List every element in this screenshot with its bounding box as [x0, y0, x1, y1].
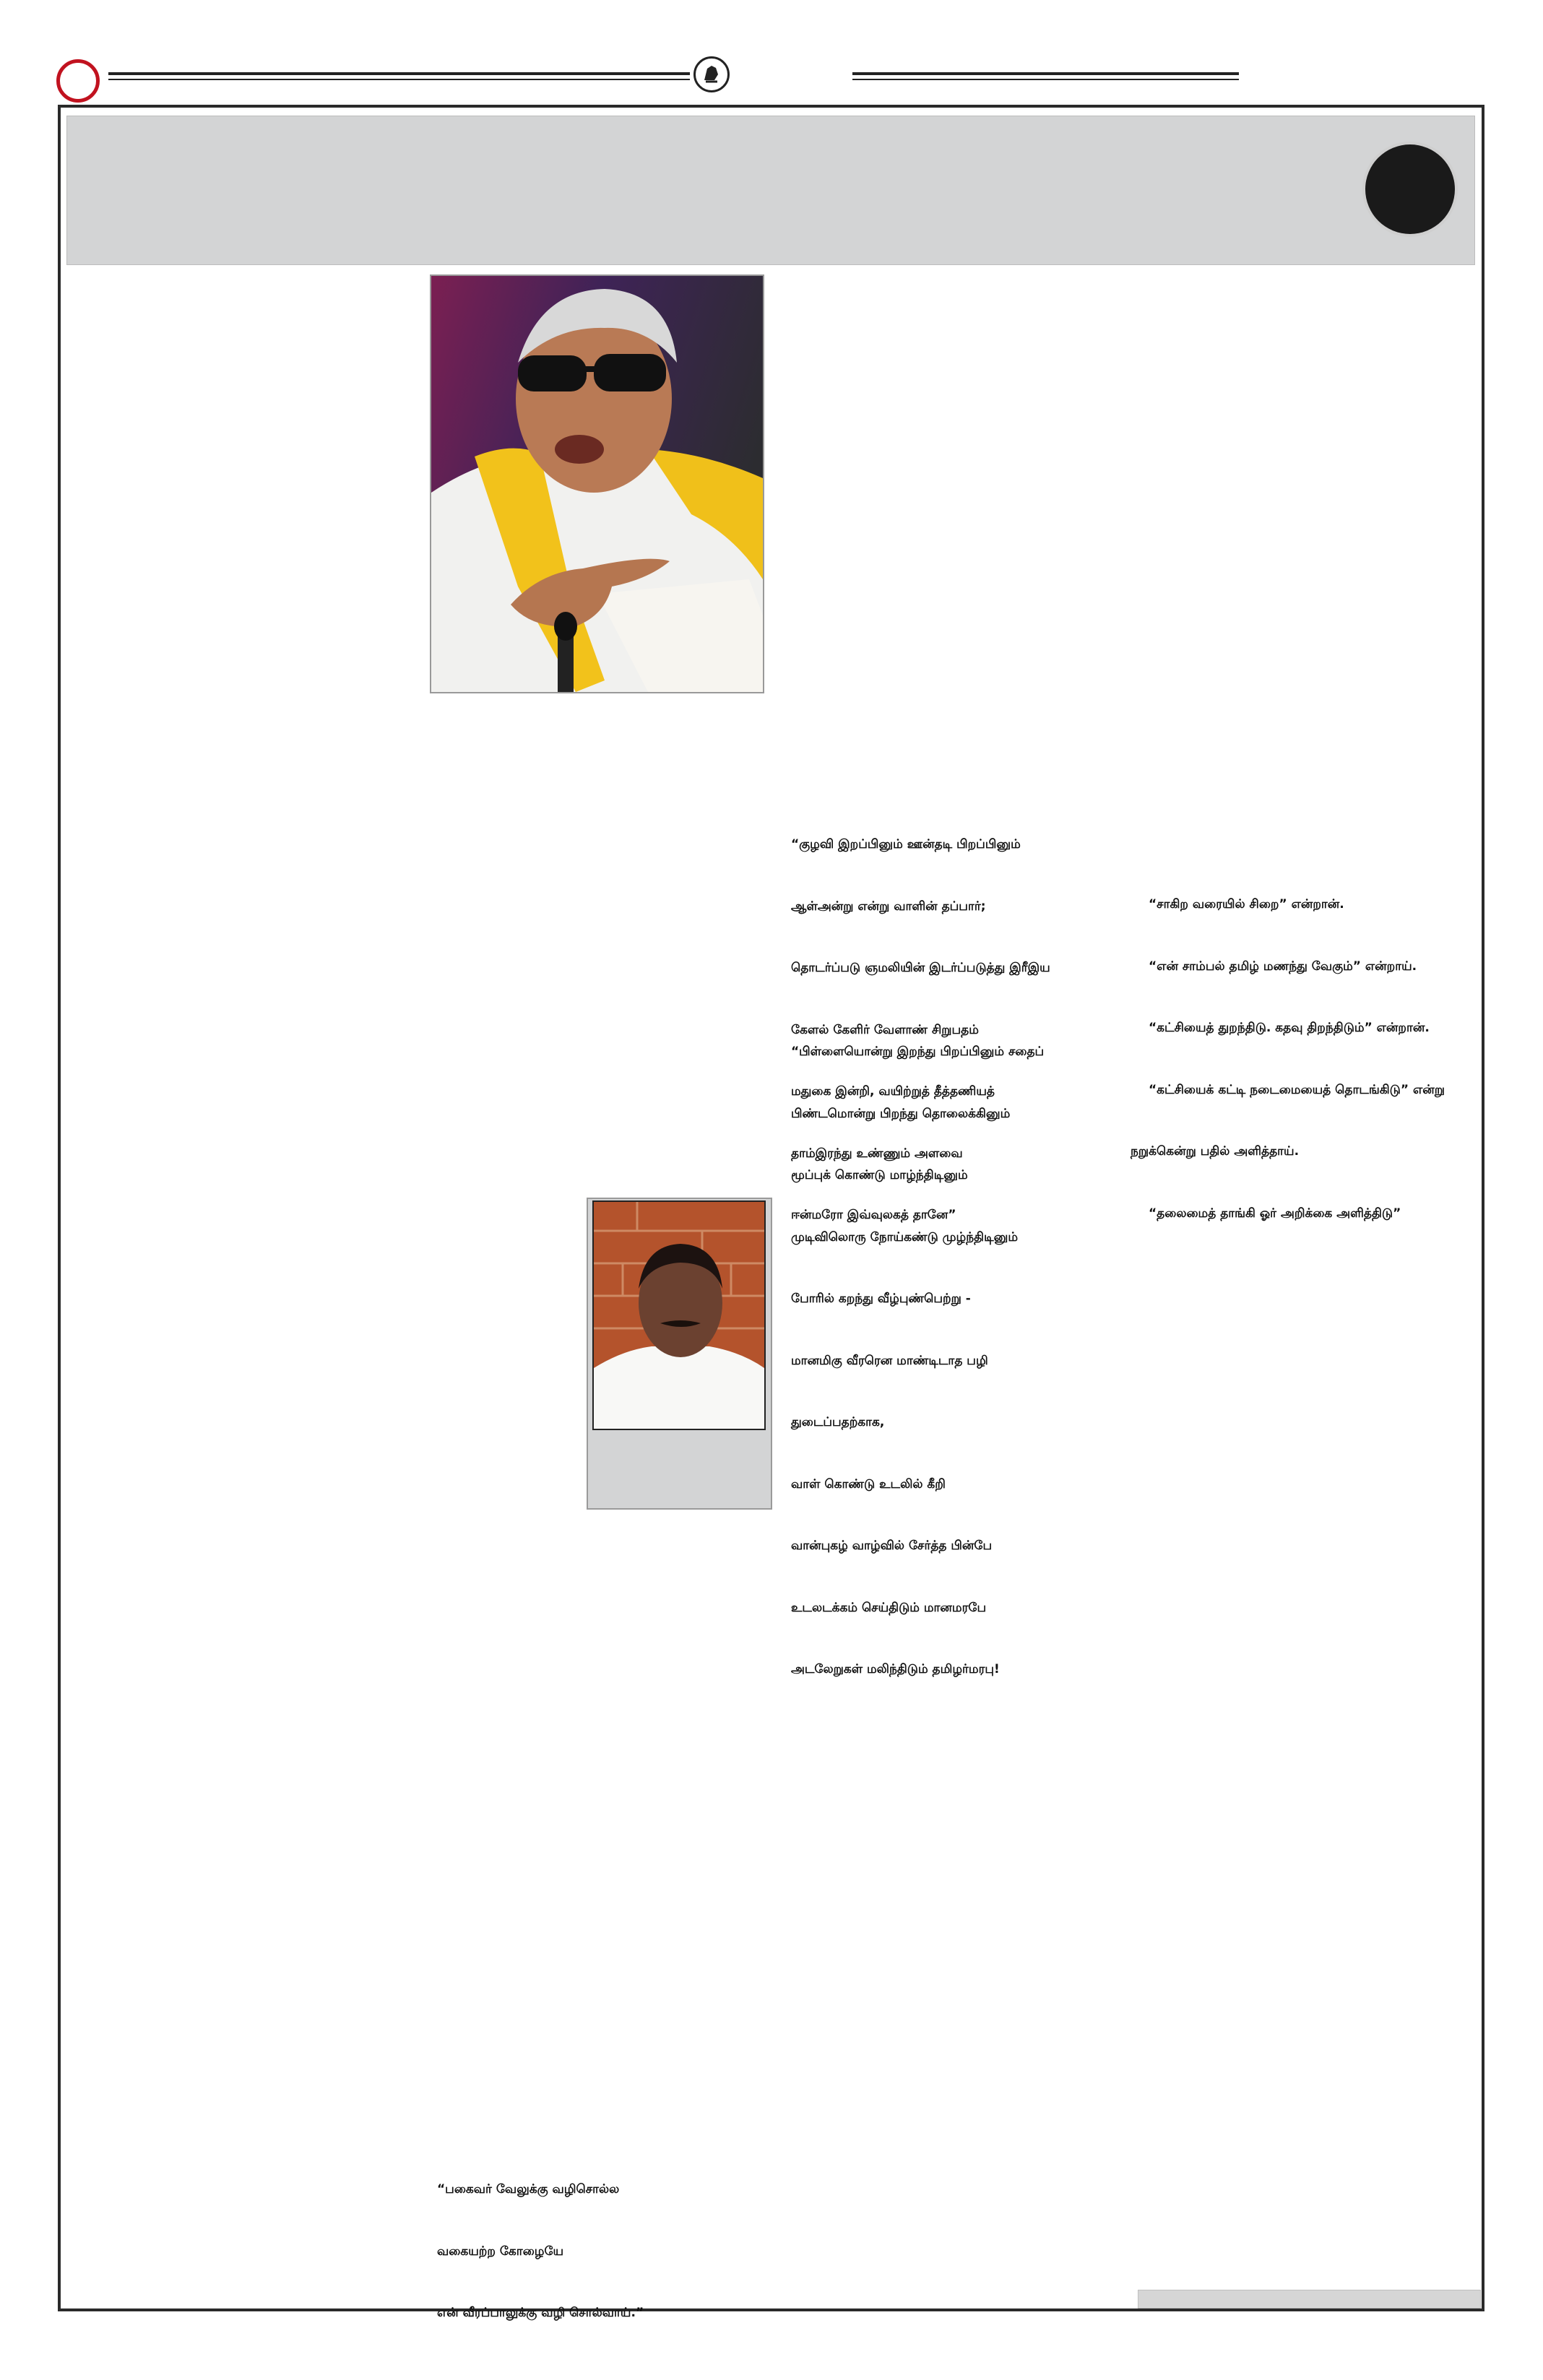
poem-block-2 — [791, 1000, 1044, 1700]
poem-line: வகையற்ற கோழையே — [437, 2243, 564, 2259]
poem-line: “பிள்ளையொன்று இறந்து பிறப்பினும் சதைப் — [791, 1044, 1045, 1059]
poem-line: உடலடக்கம் செய்திடும் மானமரபே — [791, 1600, 987, 1615]
quote-line: நறுக்கென்று பதில் அளித்தாய். — [1131, 1144, 1300, 1159]
header-band — [66, 116, 1475, 265]
poem-line: கேளல் கேளிர் வேளாண் சிறுபதம் — [791, 1022, 979, 1037]
quote-line: “கட்சியைத் துறந்திடு. கதவு திறந்திடும்” என்றான். — [1149, 1021, 1430, 1035]
poem-line: மூப்புக் கொண்டு மாழ்ந்திடினும் — [791, 1168, 968, 1182]
poem-line: மானமிகு வீரரென மாண்டிடாத பழி — [791, 1353, 988, 1368]
poem-line: ஆள்அன்று என்று வாளின் தப்பார்; — [791, 899, 986, 914]
leader-photo — [430, 274, 764, 693]
man-photo — [592, 1200, 766, 1430]
poem-line: “பகைவர் வேலுக்கு வழிசொல்ல — [437, 2182, 620, 2197]
footer-bar — [1138, 2290, 1481, 2308]
masthead-emblem-icon — [693, 56, 730, 92]
quotes-block — [1131, 853, 1445, 1245]
poem-line: வான்புகழ் வாழ்வில் சேர்த்த பின்பே — [791, 1539, 993, 1553]
poem-line: அடலேறுகள் மலிந்திடும் தமிழர்மரபு! — [791, 1662, 1000, 1676]
poem-line: துடைப்பதற்காக, — [791, 1415, 885, 1429]
poem-line: ஈன்மரோ இவ்வுலகத் தானே” — [791, 1208, 956, 1222]
poem-line: மதுகை இன்றி, வயிற்றுத் தீத்தணியத் — [791, 1084, 995, 1099]
quote-line: “என் சாம்பல் தமிழ் மணந்து வேகும்” என்றாய். — [1149, 959, 1417, 974]
poem-line: தொடர்ப்படு ஞமலியின் இடர்ப்படுத்து இரீஇய — [791, 961, 1050, 975]
poem-line: முடிவிலொரு நோய்கண்டு முழ்ந்திடினும் — [791, 1229, 1019, 1245]
quote-line: “கட்சியைக் கட்டி நடைமையைத் தொடங்கிடு” என்று — [1149, 1082, 1445, 1097]
poem-line: என் வீரப்பாலுக்கு வழி சொல்வாய்.” — [437, 2306, 644, 2320]
poem-line: போரில் கறந்து வீழ்புண்பெற்று - — [791, 1291, 971, 1306]
quote-line: “சாகிற வரையில் சிறை” என்றான். — [1149, 897, 1344, 912]
page-marker-circle — [56, 59, 100, 103]
poem-block-3 — [437, 2138, 644, 2344]
quote-line: “தலைமைத் தாங்கி ஓர் அறிக்கை அளித்திடு” — [1149, 1206, 1401, 1221]
poem-line: தாம்இரந்து உண்ணும் அளவை — [791, 1146, 963, 1161]
header-disc-icon — [1365, 144, 1455, 234]
poem-line: “குழவி இறப்பினும் ஊன்தடி பிறப்பினும் — [791, 837, 1021, 852]
poem-line: பிண்டமொன்று பிறந்து தொலைக்கினும் — [791, 1106, 1011, 1121]
header-rule-right — [852, 72, 1239, 75]
header-rule-left — [108, 72, 690, 75]
poem-line: வாள் கொண்டு உடலில் கீறி — [791, 1476, 946, 1492]
